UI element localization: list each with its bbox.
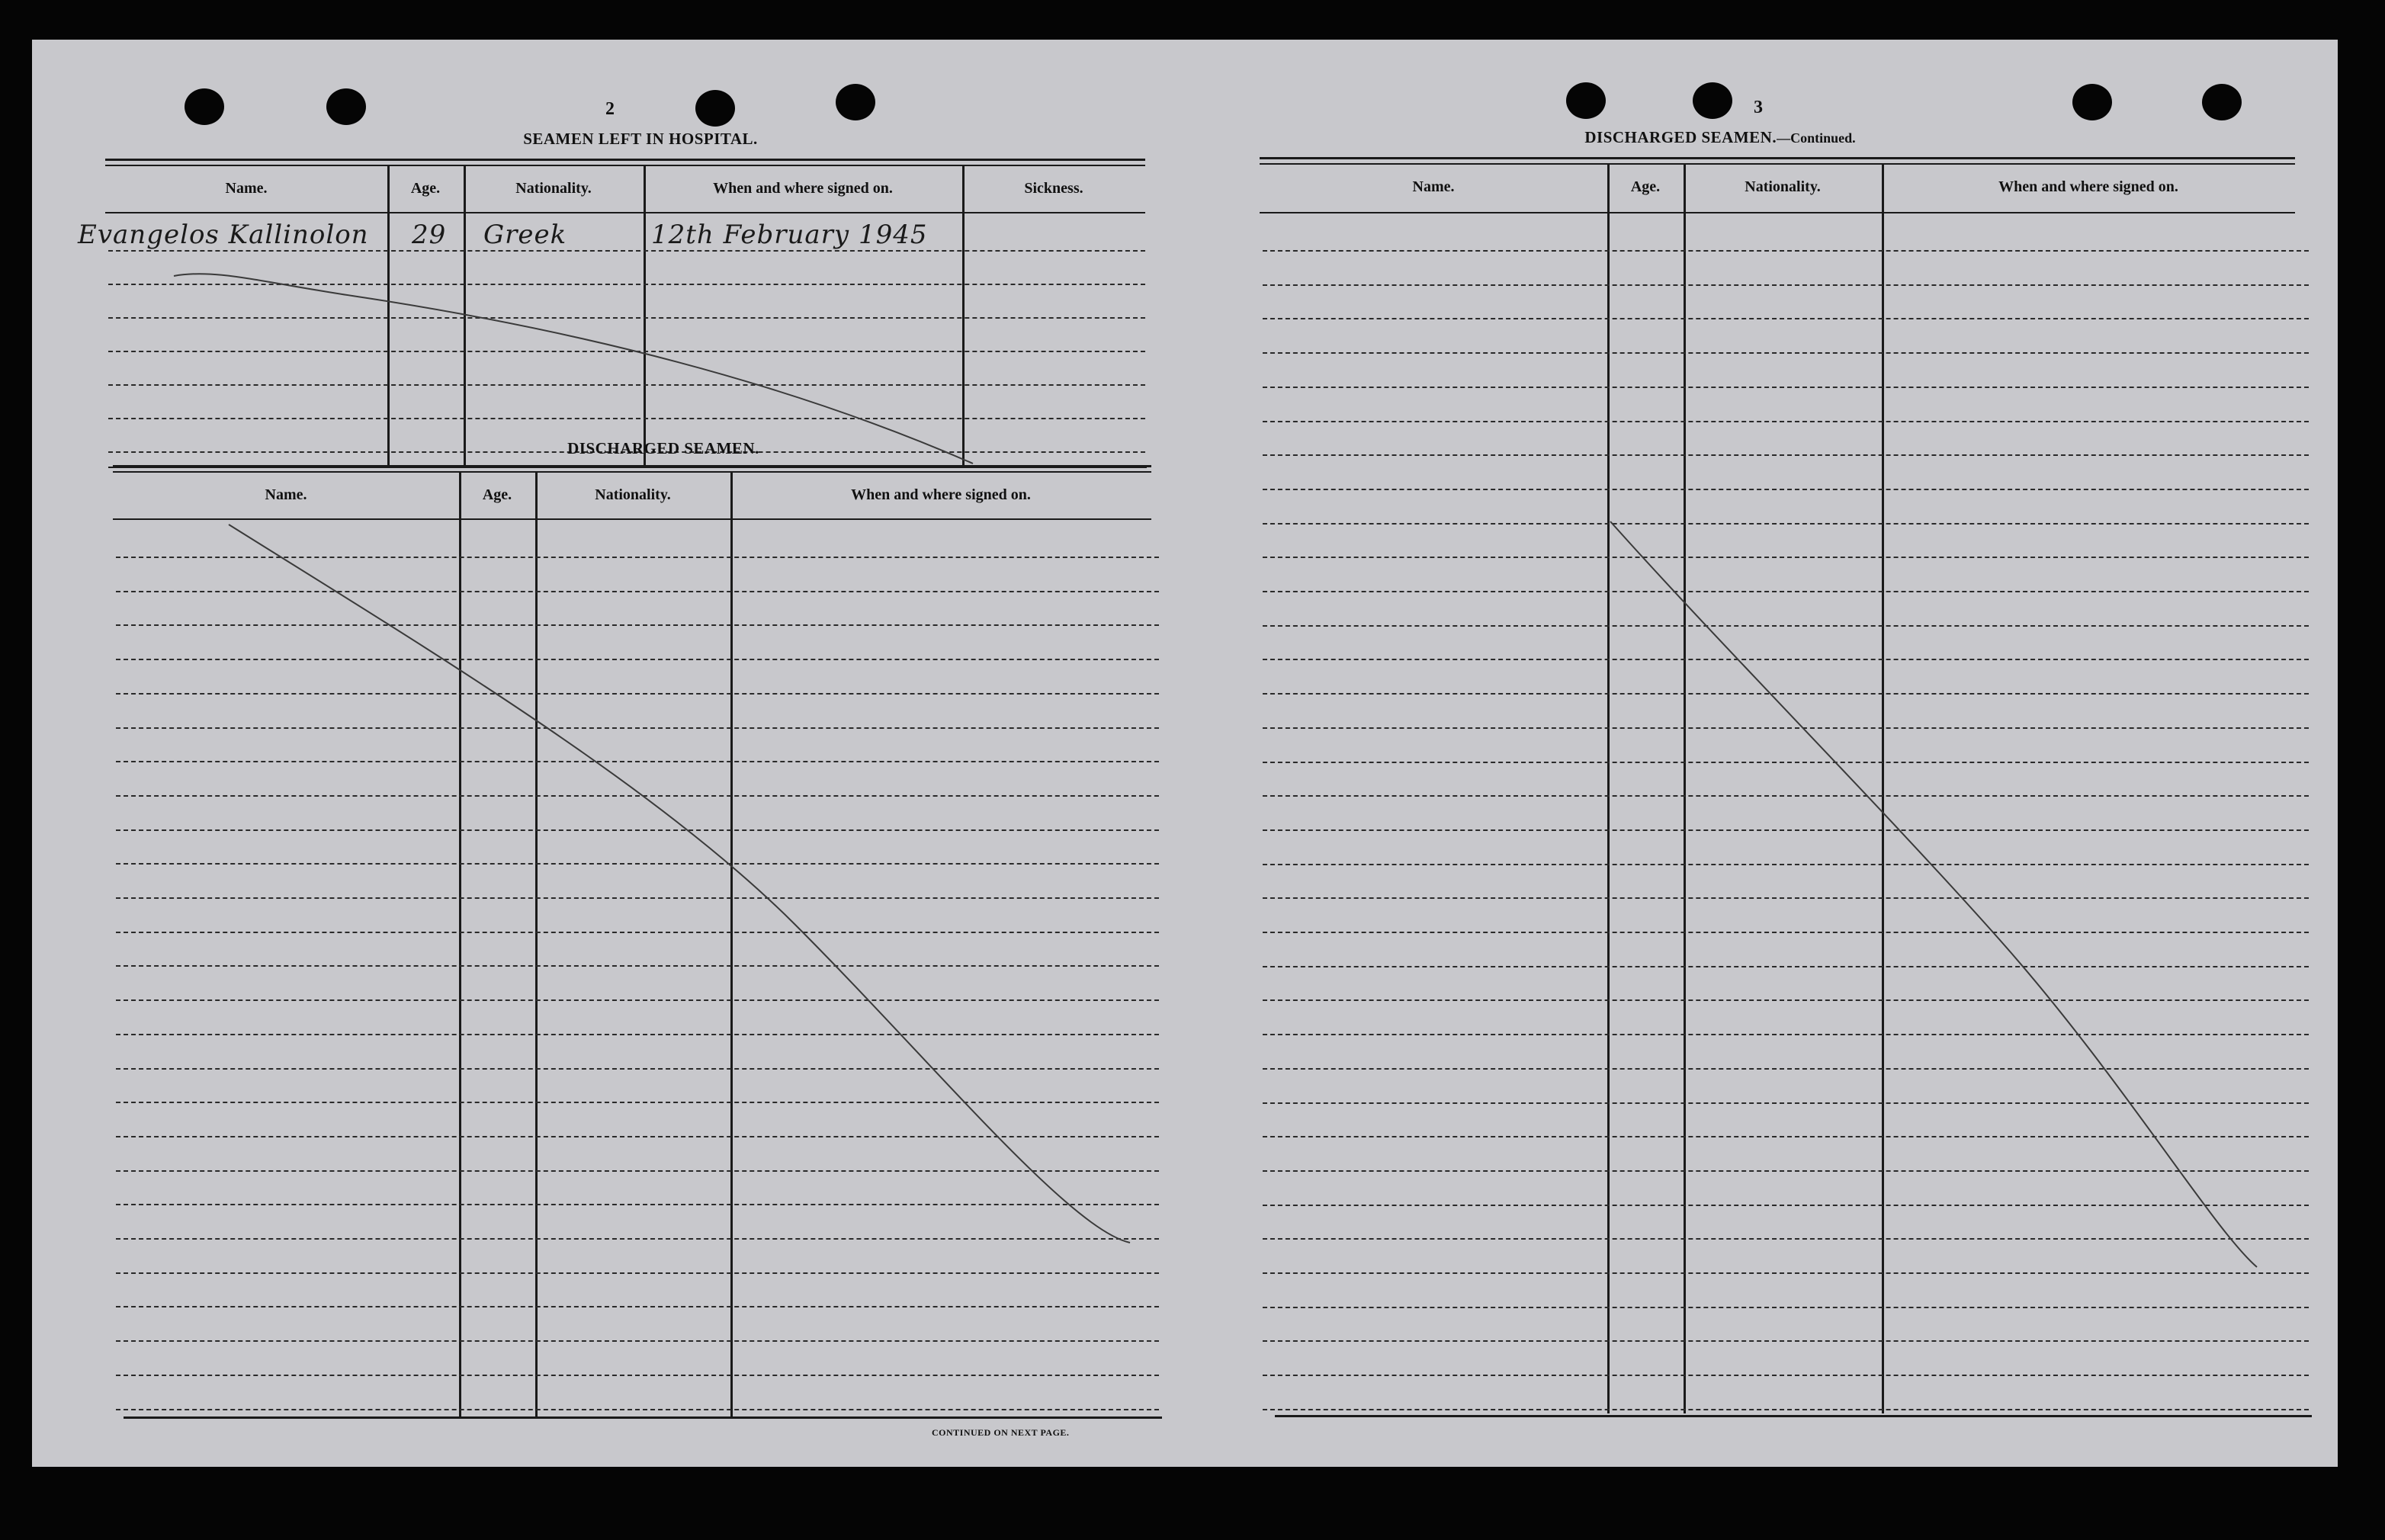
right-col-age: Age. [1630,178,1661,195]
discharged-section-title: DISCHARGED SEAMEN. [567,439,759,457]
hospital-section-title: SEAMEN LEFT IN HOSPITAL. [523,130,758,148]
hospital-col-age: Age. [410,180,441,197]
discharged-col-signed-on: When and where signed on. [851,486,1031,503]
page-number-right: 3 [1754,98,1763,117]
strike-line-hospital [174,274,973,464]
right-col-signed-on: When and where signed on. [1998,178,2178,195]
hospital-entry-nationality: Greek [483,220,567,250]
hospital-col-signed-on: When and where signed on. [713,180,893,197]
right-col-name: Name. [1412,178,1455,195]
hospital-col-nationality: Nationality. [515,180,592,197]
right-col-nationality: Nationality. [1745,178,1821,195]
discharged-col-age: Age. [482,486,512,503]
discharged-col-nationality: Nationality. [595,486,671,503]
strike-line-discharged-left [229,525,1130,1243]
hospital-entry-signed-on: 12th February 1945 [651,220,928,250]
hospital-entry-name: Evangelos Kallinolon [78,220,369,250]
hospital-entry-age: 29 [412,220,447,250]
form-sheet [32,40,2338,1467]
hospital-col-sickness: Sickness. [1024,180,1083,197]
page-number-left: 2 [605,99,615,119]
discharged-continued-title-main: DISCHARGED SEAMEN. [1584,128,1777,146]
discharged-col-name: Name. [265,486,307,503]
discharged-continued-title-suffix: —Continued. [1777,130,1856,146]
continued-note: CONTINUED ON NEXT PAGE. [932,1427,1070,1438]
strike-through-lines [32,40,2338,1467]
strike-line-discharged-right [1610,521,2257,1267]
hospital-col-name: Name. [225,180,268,197]
